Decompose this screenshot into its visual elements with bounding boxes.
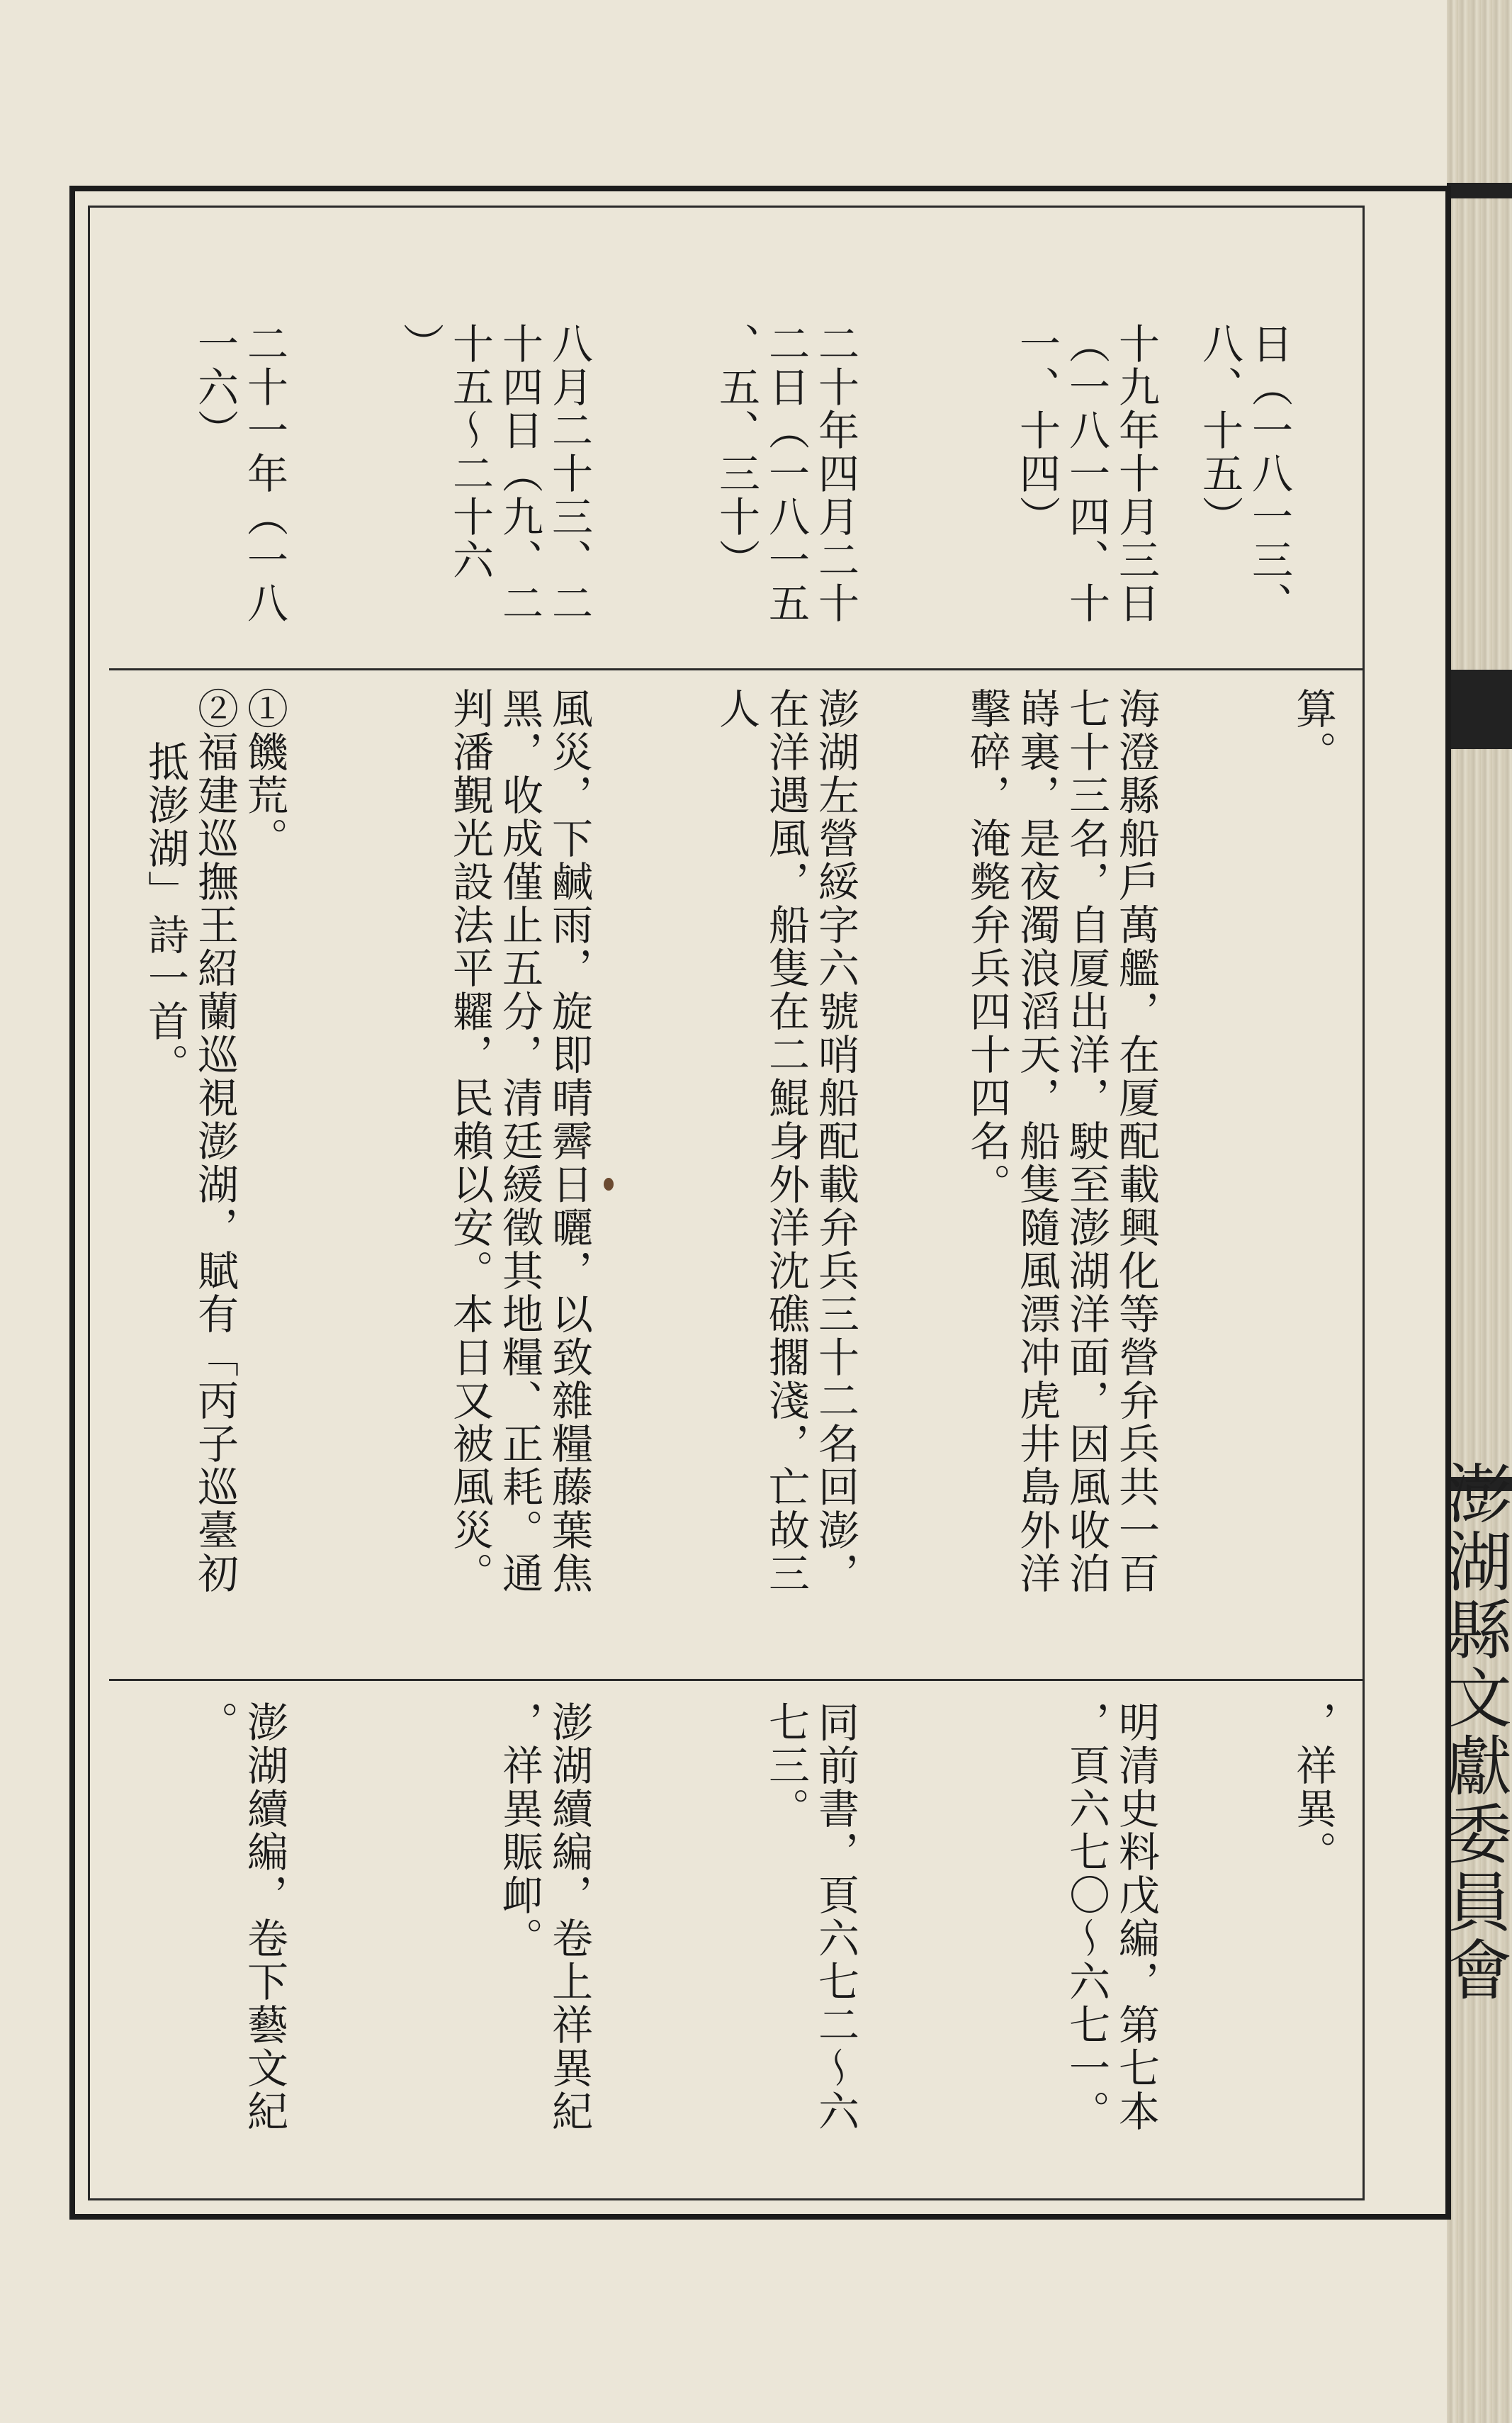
date-line: 八月二十三、二: [545, 322, 593, 625]
event-line: 算。: [1289, 687, 1337, 774]
date-line: 、五、三十）: [712, 322, 760, 582]
edge-title: 澎湖縣文獻委員會: [1436, 1460, 1512, 2004]
page-edge-mark: [1447, 183, 1512, 198]
event-line: 人: [712, 687, 760, 731]
event-line: 黑，收成僅止五分，清廷緩徵其地糧、正耗。通: [495, 687, 543, 1595]
source-line: ，頁六七〇～六七一。: [1062, 1701, 1110, 2133]
date-line: 一、十四）: [1012, 322, 1061, 539]
page-edge: [1447, 0, 1512, 2423]
date-line: 八、十五）: [1195, 322, 1243, 539]
date-line: ）: [396, 322, 444, 366]
event-line: 風災，下鹹雨，旋即晴霽日曬，以致雜糧藤葉焦: [545, 687, 593, 1595]
date-line: 二十年四月二十: [811, 322, 859, 625]
event-line: ②福建巡撫王紹蘭巡視澎湖，賦有「丙子巡臺初: [191, 687, 239, 1595]
date-line: 二日（一八一五: [762, 322, 810, 625]
event-line: ①饑荒。: [240, 687, 288, 860]
paper-stain: [604, 1178, 614, 1191]
date-line: 十五～二十六: [446, 322, 494, 582]
event-line: 嵵裏，是夜濁浪滔天，船隻隨風漂冲虎井島外洋: [1012, 687, 1061, 1595]
source-line: 同前書，頁六七二～六: [811, 1701, 859, 2133]
source-line: 。: [191, 1701, 239, 1744]
event-line: 七十三名，自厦出洋，駛至澎湖洋面，因風收泊: [1062, 687, 1110, 1595]
event-line: 抵澎湖」詩一首。: [141, 741, 189, 1086]
event-line: 在洋遇風，船隻在二鯤身外洋沈礁擱淺，亡故三: [762, 687, 810, 1595]
source-line: ，祥異。: [1289, 1701, 1337, 1874]
date-line: （一八一四、十: [1062, 322, 1110, 625]
date-line: 一六）: [191, 322, 239, 452]
row-divider-date-event: [109, 668, 1365, 670]
date-line: 十四日（九、二: [495, 322, 543, 625]
date-line: 十九年十月三日: [1112, 322, 1160, 625]
event-line: 澎湖左營綏字六號哨船配載弁兵三十二名回澎，: [811, 687, 859, 1595]
source-line: 澎湖續編，卷上祥異紀: [545, 1701, 593, 2133]
page-edge-mark: [1447, 670, 1512, 749]
source-line: 明清史料戊編，第七本: [1112, 1701, 1160, 2133]
event-line: 判潘覲光設法平糶，民賴以安。本日又被風災。: [446, 687, 494, 1595]
date-line: 二十一年（一八: [240, 322, 288, 625]
event-line: 擊碎，淹斃弁兵四十四名。: [963, 687, 1011, 1206]
source-line: 澎湖續編，卷下藝文紀: [240, 1701, 288, 2133]
date-line: 日（一八一三、: [1245, 322, 1293, 625]
row-divider-event-source: [109, 1679, 1365, 1681]
event-line: 海澄縣船戶萬艦，在厦配載興化等營弁兵共一百: [1112, 687, 1160, 1595]
source-line: ，祥異賑卹。: [495, 1701, 543, 1960]
source-line: 七三。: [762, 1701, 810, 1831]
